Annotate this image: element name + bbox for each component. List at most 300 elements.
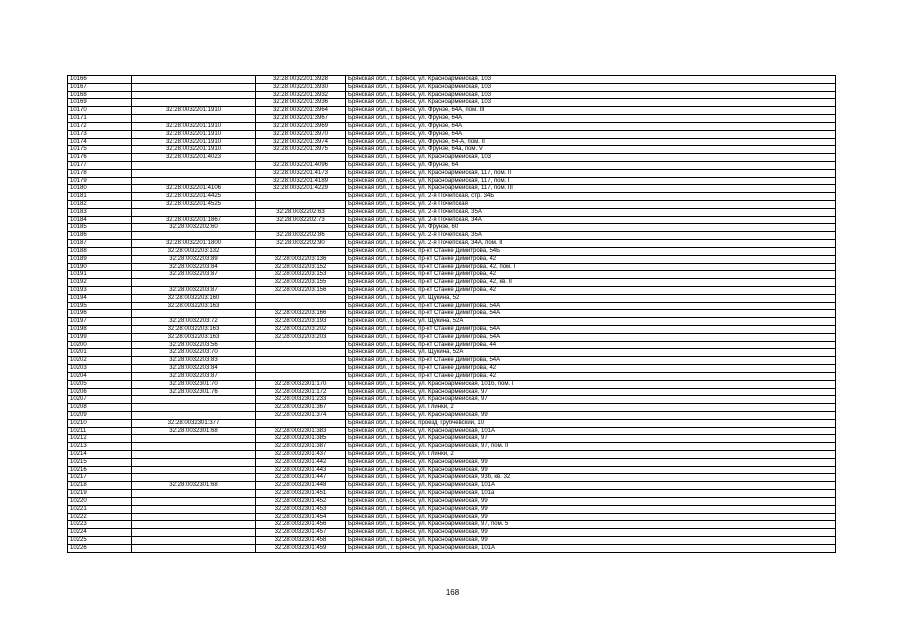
table-row [68, 255, 836, 263]
address-cell: Брянская обл., г. Брянск, ул. 2-я Почепская, 34А, пом. II [346, 240, 836, 248]
parcel-number-cell: 32:28:0032203:163 [132, 326, 256, 334]
parcel-number-cell [132, 451, 256, 459]
row-number-cell: 10191 [68, 271, 132, 279]
object-number-cell: 32:28:0032203:153 [256, 271, 346, 279]
parcel-number-cell: 32:28:0032203:87 [132, 286, 256, 294]
parcel-number-cell [132, 177, 256, 185]
table-row [68, 224, 836, 232]
row-number-cell: 10195 [68, 302, 132, 310]
row-number-cell: 10226 [68, 544, 132, 552]
address-cell: Брянская обл., г. Брянск, пр-кт Станке Димитрова, 42 [346, 271, 836, 279]
object-number-cell: 32:28:0032201:3928 [256, 76, 346, 84]
row-number-cell: 10209 [68, 411, 132, 419]
row-number-cell: 10218 [68, 482, 132, 490]
address-cell: Брянская обл., г. Брянск, пр-кт Станке Димитрова, 42 [346, 372, 836, 380]
table-row [68, 294, 836, 302]
object-number-cell: 32:28:0032301:385 [256, 435, 346, 443]
table-row [68, 107, 836, 115]
object-number-cell: 32:28:0032201:4173 [256, 169, 346, 177]
address-cell: Брянская обл., г. Брянск, ул. Красноармейская, 101А [346, 482, 836, 490]
address-cell: Брянская обл., г. Брянск, ул. Красноармейская, 101а [346, 490, 836, 498]
address-cell: Брянская обл., г. Брянск, ул. 2-я Почепская, стр. 34Б [346, 193, 836, 201]
table-row [68, 341, 836, 349]
object-number-cell: 32:28:0032203:202 [256, 326, 346, 334]
object-number-cell: 32:28:0032201:4189 [256, 177, 346, 185]
object-number-cell: 32:28:0032301:387 [256, 443, 346, 451]
row-number-cell: 10211 [68, 427, 132, 435]
address-cell: Брянская обл., г. Брянск, ул. Красноармейская, 101А [346, 544, 836, 552]
parcel-number-cell [132, 466, 256, 474]
object-number-cell [256, 372, 346, 380]
address-cell: Брянская обл., г. Брянск, ул. Фрунзе, 64 [346, 161, 836, 169]
table-row [68, 232, 836, 240]
address-cell: Брянская обл., г. Брянск, ул. Красноармейская, 97 [346, 435, 836, 443]
table-row [68, 388, 836, 396]
parcel-number-cell: 32:28:0032201:1910 [132, 122, 256, 130]
table-row [68, 201, 836, 209]
parcel-number-cell: 32:28:0032202:60 [132, 224, 256, 232]
row-number-cell: 10220 [68, 497, 132, 505]
row-number-cell: 10175 [68, 146, 132, 154]
parcel-number-cell [132, 161, 256, 169]
object-number-cell: 32:28:0032301:443 [256, 466, 346, 474]
address-cell: Брянская обл., г. Брянск, ул. Красноармейская, 99 [346, 513, 836, 521]
parcel-number-cell [132, 536, 256, 544]
object-number-cell: 32:28:0032203:152 [256, 263, 346, 271]
row-number-cell: 10171 [68, 115, 132, 123]
table-row [68, 208, 836, 216]
object-number-cell: 32:28:0032301:437 [256, 451, 346, 459]
row-number-cell: 10178 [68, 169, 132, 177]
table-row [68, 419, 836, 427]
table-row [68, 271, 836, 279]
table-row [68, 529, 836, 537]
row-number-cell: 10172 [68, 122, 132, 130]
object-number-cell: 32:28:0032201:3975 [256, 146, 346, 154]
parcel-number-cell [132, 83, 256, 91]
object-number-cell: 32:28:0032301:383 [256, 427, 346, 435]
table-row [68, 326, 836, 334]
parcel-number-cell [132, 404, 256, 412]
row-number-cell: 10206 [68, 388, 132, 396]
address-cell: Брянская обл., г. Брянск, ул. Красноармейская, 99 [346, 411, 836, 419]
object-number-cell [256, 154, 346, 162]
object-number-cell [256, 294, 346, 302]
table-row [68, 466, 836, 474]
row-number-cell: 10210 [68, 419, 132, 427]
address-cell: Брянская обл., г. Брянск, ул. Красноармейская, 103 [346, 99, 836, 107]
table-row [68, 318, 836, 326]
address-cell: Брянская обл., г. Брянск, ул. Красноармейская, 103 [346, 83, 836, 91]
parcel-number-cell [132, 474, 256, 482]
table-row [68, 544, 836, 552]
table-row [68, 458, 836, 466]
address-cell: Брянская обл., г. Брянск, ул. Красноармейская, 97, пом. 5 [346, 521, 836, 529]
parcel-number-cell [132, 521, 256, 529]
row-number-cell: 10201 [68, 349, 132, 357]
object-number-cell [256, 224, 346, 232]
row-number-cell: 10183 [68, 208, 132, 216]
object-number-cell: 32:28:0032301:367 [256, 404, 346, 412]
table-row [68, 497, 836, 505]
row-number-cell: 10216 [68, 466, 132, 474]
row-number-cell: 10182 [68, 201, 132, 209]
address-cell: Брянская обл., г. Брянск, пр-кт Станке Димитрова, 42 [346, 255, 836, 263]
parcel-number-cell [132, 91, 256, 99]
object-number-cell: 32:28:0032301:172 [256, 388, 346, 396]
table-row [68, 138, 836, 146]
row-number-cell: 10167 [68, 83, 132, 91]
parcel-number-cell [132, 99, 256, 107]
row-number-cell: 10181 [68, 193, 132, 201]
object-number-cell: 32:28:0032202:86 [256, 232, 346, 240]
address-cell: Брянская обл., г. Брянск, пр-кт Станке Димитрова, 54А [346, 333, 836, 341]
object-number-cell [256, 247, 346, 255]
table-row [68, 482, 836, 490]
address-cell: Брянская обл., г. Брянск, ул. Красноармейская, 97 [346, 396, 836, 404]
parcel-number-cell: 32:28:0032201:1910 [132, 130, 256, 138]
table-row [68, 169, 836, 177]
address-cell: Брянская обл., г. Брянск, ул. Красноармейская, 117, пом. II [346, 169, 836, 177]
table-row [68, 263, 836, 271]
table-row [68, 357, 836, 365]
address-cell: Брянская обл., г. Брянск, ул. Щукина, 52 [346, 294, 836, 302]
row-number-cell: 10203 [68, 365, 132, 373]
address-cell: Брянская обл., г. Брянск, пр-кт Станке Димитрова, 54А [346, 326, 836, 334]
object-number-cell: 32:28:0032301:374 [256, 411, 346, 419]
object-number-cell: 32:28:0032202:90 [256, 240, 346, 248]
object-number-cell: 32:28:0032202:73 [256, 216, 346, 224]
row-number-cell: 10199 [68, 333, 132, 341]
address-cell: Брянская обл., г. Брянск, ул. Фрунзе, 60 [346, 224, 836, 232]
row-number-cell: 10202 [68, 357, 132, 365]
address-cell: Брянская обл., г. Брянск, ул. Красноармейская, 103 [346, 76, 836, 84]
address-cell: Брянская обл., г. Брянск, ул. Красноармейская, 93б, кв. 32 [346, 474, 836, 482]
row-number-cell: 10192 [68, 279, 132, 287]
address-cell: Брянская обл., г. Брянск, ул. Щукина, 52А [346, 318, 836, 326]
page-number: 168 [445, 588, 460, 597]
row-number-cell: 10212 [68, 435, 132, 443]
address-cell: Брянская обл., г. Брянск, ул. Глинки, 2 [346, 404, 836, 412]
row-number-cell: 10168 [68, 91, 132, 99]
table-row [68, 99, 836, 107]
table-row [68, 521, 836, 529]
address-cell: Брянская обл., г. Брянск, пр-кт Станке Димитрова, 42, кв. II [346, 279, 836, 287]
table-row [68, 396, 836, 404]
address-cell: Брянская обл., г. Брянск, ул. Щукина, 52А [346, 349, 836, 357]
row-number-cell: 10180 [68, 185, 132, 193]
parcel-number-cell [132, 497, 256, 505]
object-number-cell: 32:28:0032301:458 [256, 536, 346, 544]
row-number-cell: 10213 [68, 443, 132, 451]
object-number-cell: 32:28:0032201:4096 [256, 161, 346, 169]
row-number-cell: 10222 [68, 513, 132, 521]
row-number-cell: 10200 [68, 341, 132, 349]
parcel-number-cell: 32:28:0032203:72 [132, 318, 256, 326]
row-number-cell: 10217 [68, 474, 132, 482]
object-number-cell: 32:28:0032201:3970 [256, 130, 346, 138]
row-number-cell: 10189 [68, 255, 132, 263]
parcel-number-cell: 32:28:0032203:163 [132, 302, 256, 310]
object-number-cell: 32:28:0032203:136 [256, 255, 346, 263]
row-number-cell: 10190 [68, 263, 132, 271]
address-cell: Брянская обл., г. Брянск, ул. 2-я Почепская, 35А [346, 232, 836, 240]
object-number-cell [256, 365, 346, 373]
address-cell: Брянская обл., г. Брянск, ул. Красноармейская, 99 [346, 458, 836, 466]
row-number-cell: 10225 [68, 536, 132, 544]
object-number-cell: 32:28:0032201:3964 [256, 107, 346, 115]
table-row [68, 435, 836, 443]
parcel-number-cell [132, 544, 256, 552]
object-number-cell: 32:28:0032202:63 [256, 208, 346, 216]
parcel-number-cell: 32:28:0032203:132 [132, 247, 256, 255]
row-number-cell: 10223 [68, 521, 132, 529]
address-cell: Брянская обл., г. Брянск, ул. Фрунзе, 64А [346, 115, 836, 123]
parcel-number-cell: 32:28:0032203:87 [132, 372, 256, 380]
table-row [68, 333, 836, 341]
table-row [68, 193, 836, 201]
object-number-cell [256, 193, 346, 201]
parcel-number-cell: 32:28:0032201:1910 [132, 107, 256, 115]
address-cell: Брянская обл., г. Брянск, проезд Трубчевский, 10 [346, 419, 836, 427]
address-cell: Брянская обл., г. Брянск, ул. Красноармейская, 101А [346, 427, 836, 435]
object-number-cell: 32:28:0032203:203 [256, 333, 346, 341]
address-cell: Брянская обл., г. Брянск, ул. Красноармейская, 99 [346, 536, 836, 544]
address-cell: Брянская обл., г. Брянск, ул. Красноармейская, 97, пом. II [346, 443, 836, 451]
address-cell: Брянская обл., г. Брянск, ул. 2-я Почепская [346, 201, 836, 209]
parcel-number-cell [132, 310, 256, 318]
object-number-cell [256, 349, 346, 357]
parcel-number-cell [132, 76, 256, 84]
parcel-number-cell: 32:28:0032203:87 [132, 271, 256, 279]
row-number-cell: 10177 [68, 161, 132, 169]
address-cell: Брянская обл., г. Брянск, ул. Фрунзе, 64А [346, 122, 836, 130]
row-number-cell: 10214 [68, 451, 132, 459]
parcel-number-cell: 32:28:0032203:163 [132, 333, 256, 341]
address-cell: Брянская обл., г. Брянск, ул. Красноармейская, 99 [346, 529, 836, 537]
table-row [68, 404, 836, 412]
parcel-number-cell: 32:28:0032201:4023 [132, 154, 256, 162]
parcel-number-cell [132, 490, 256, 498]
table-row [68, 185, 836, 193]
row-number-cell: 10185 [68, 224, 132, 232]
address-cell: Брянская обл., г. Брянск, пр-кт Станке Димитрова, 42 [346, 365, 836, 373]
object-number-cell [256, 302, 346, 310]
object-number-cell: 32:28:0032301:233 [256, 396, 346, 404]
parcel-number-cell [132, 411, 256, 419]
row-number-cell: 10215 [68, 458, 132, 466]
parcel-number-cell: 32:28:0032203:70 [132, 349, 256, 357]
parcel-number-cell: 32:28:0032301:70 [132, 380, 256, 388]
parcel-number-cell: 32:28:0032203:160 [132, 294, 256, 302]
object-number-cell: 32:28:0032301:447 [256, 474, 346, 482]
row-number-cell: 10184 [68, 216, 132, 224]
table-row [68, 427, 836, 435]
object-number-cell: 32:28:0032203:156 [256, 286, 346, 294]
object-number-cell [256, 357, 346, 365]
row-number-cell: 10194 [68, 294, 132, 302]
row-number-cell: 10207 [68, 396, 132, 404]
address-cell: Брянская обл., г. Брянск, ул. Красноармейская, 99 [346, 466, 836, 474]
row-number-cell: 10188 [68, 247, 132, 255]
object-number-cell: 32:28:0032201:3974 [256, 138, 346, 146]
object-number-cell: 32:28:0032301:170 [256, 380, 346, 388]
address-cell: Брянская обл., г. Брянск, ул. Фрунзе, 64А [346, 130, 836, 138]
table-body [68, 76, 836, 553]
address-cell: Брянская обл., г. Брянск, пр-кт Станке Димитрова, 44 [346, 341, 836, 349]
parcel-number-cell: 32:28:0032201:4525 [132, 201, 256, 209]
parcel-number-cell: 32:28:0032201:4425 [132, 193, 256, 201]
parcel-number-cell [132, 169, 256, 177]
parcel-number-cell: 32:28:0032203:56 [132, 341, 256, 349]
parcel-number-cell: 32:28:0032203:83 [132, 357, 256, 365]
address-cell: Брянская обл., г. Брянск, пр-кт Станке Димитрова, 54А [346, 302, 836, 310]
parcel-number-cell: 32:28:0032301:377 [132, 419, 256, 427]
row-number-cell: 10179 [68, 177, 132, 185]
row-number-cell: 10219 [68, 490, 132, 498]
object-number-cell: 32:28:0032301:457 [256, 529, 346, 537]
row-number-cell: 10187 [68, 240, 132, 248]
table-row [68, 154, 836, 162]
table-row [68, 177, 836, 185]
row-number-cell: 10173 [68, 130, 132, 138]
parcel-number-cell: 32:28:0032201:1910 [132, 146, 256, 154]
object-number-cell: 32:28:0032301:448 [256, 482, 346, 490]
parcel-number-cell: 32:28:0032203:84 [132, 263, 256, 271]
object-number-cell: 32:28:0032203:166 [256, 310, 346, 318]
parcel-number-cell [132, 513, 256, 521]
row-number-cell: 10174 [68, 138, 132, 146]
row-number-cell: 10166 [68, 76, 132, 84]
address-cell: Брянская обл., г. Брянск, ул. Глинки, 2 [346, 451, 836, 459]
parcel-number-cell: 32:28:0032301:68 [132, 427, 256, 435]
table-row [68, 365, 836, 373]
row-number-cell: 10176 [68, 154, 132, 162]
row-number-cell: 10197 [68, 318, 132, 326]
parcel-number-cell [132, 435, 256, 443]
address-cell: Брянская обл., г. Брянск, ул. Красноармейская, 117, пом. I [346, 177, 836, 185]
table-row [68, 443, 836, 451]
parcel-number-cell [132, 505, 256, 513]
address-cell: Брянская обл., г. Брянск, ул. Красноармейская, 99 [346, 497, 836, 505]
parcel-number-cell: 32:28:0032203:89 [132, 255, 256, 263]
row-number-cell: 10204 [68, 372, 132, 380]
row-number-cell: 10170 [68, 107, 132, 115]
table-row [68, 247, 836, 255]
address-cell: Брянская обл., г. Брянск, ул. Красноармейская, 101б, пом. I [346, 380, 836, 388]
address-cell: Брянская обл., г. Брянск, ул. Красноармейская, 99 [346, 505, 836, 513]
parcel-number-cell: 32:28:0032301:76 [132, 388, 256, 396]
address-cell: Брянская обл., г. Брянск, ул. Фрунзе, 64а, пом. V [346, 146, 836, 154]
object-number-cell: 32:28:0032201:3936 [256, 99, 346, 107]
parcel-number-cell [132, 458, 256, 466]
table-row [68, 279, 836, 287]
object-number-cell: 32:28:0032201:3932 [256, 91, 346, 99]
table-row [68, 130, 836, 138]
object-number-cell [256, 201, 346, 209]
table-row [68, 513, 836, 521]
address-cell: Брянская обл., г. Брянск, ул. 2-я Почепская, 34А [346, 216, 836, 224]
parcel-number-cell [132, 396, 256, 404]
object-number-cell: 32:28:0032201:3967 [256, 115, 346, 123]
parcel-number-cell [132, 208, 256, 216]
table-row [68, 505, 836, 513]
table-row [68, 451, 836, 459]
row-number-cell: 10205 [68, 380, 132, 388]
object-number-cell: 32:28:0032301:451 [256, 490, 346, 498]
table-row [68, 286, 836, 294]
parcel-number-cell: 32:28:0032201:1800 [132, 240, 256, 248]
table-row [68, 302, 836, 310]
parcel-number-cell: 32:28:0032201:1910 [132, 138, 256, 146]
table-row [68, 122, 836, 130]
object-number-cell: 32:28:0032203:155 [256, 279, 346, 287]
table-row [68, 91, 836, 99]
row-number-cell: 10196 [68, 310, 132, 318]
row-number-cell: 10193 [68, 286, 132, 294]
object-number-cell: 32:28:0032301:454 [256, 513, 346, 521]
address-cell: Брянская обл., г. Брянск, пр-кт Станке Димитрова, 54А [346, 310, 836, 318]
parcel-number-cell: 32:28:0032203:84 [132, 365, 256, 373]
row-number-cell: 10224 [68, 529, 132, 537]
table-row [68, 115, 836, 123]
object-number-cell: 32:28:0032201:4229 [256, 185, 346, 193]
address-cell: Брянская обл., г. Брянск, пр-кт Станке Димитрова, 42, пом. I [346, 263, 836, 271]
address-cell: Брянская обл., г. Брянск, ул. Красноармейская, 97 [346, 388, 836, 396]
parcel-number-cell [132, 443, 256, 451]
table-row [68, 474, 836, 482]
table-row [68, 76, 836, 84]
object-number-cell [256, 419, 346, 427]
object-number-cell: 32:28:0032301:453 [256, 505, 346, 513]
table-row [68, 310, 836, 318]
address-cell: Брянская обл., г. Брянск, ул. Фрунзе, 64-А, пом. II [346, 138, 836, 146]
object-number-cell [256, 341, 346, 349]
parcel-number-cell [132, 529, 256, 537]
address-cell: Брянская обл., г. Брянск, ул. Красноармейская, 103 [346, 154, 836, 162]
parcel-number-cell: 32:28:0032201:1867 [132, 216, 256, 224]
parcel-number-cell [132, 279, 256, 287]
address-cell: Брянская обл., г. Брянск, ул. Красноармейская, 117, пом. III [346, 185, 836, 193]
table-row [68, 83, 836, 91]
table-row [68, 380, 836, 388]
table-row [68, 161, 836, 169]
object-number-cell: 32:28:0032203:193 [256, 318, 346, 326]
parcel-number-cell [132, 232, 256, 240]
table-row [68, 490, 836, 498]
row-number-cell: 10169 [68, 99, 132, 107]
address-cell: Брянская обл., г. Брянск, пр-кт Станке Димитрова, 54А [346, 357, 836, 365]
address-cell: Брянская обл., г. Брянск, ул. Фрунзе, 64А, пом. III [346, 107, 836, 115]
row-number-cell: 10208 [68, 404, 132, 412]
object-number-cell: 32:28:0032201:3969 [256, 122, 346, 130]
object-number-cell: 32:28:0032301:456 [256, 521, 346, 529]
address-cell: Брянская обл., г. Брянск, ул. Красноармейская, 103 [346, 91, 836, 99]
table-row [68, 411, 836, 419]
object-number-cell: 32:28:0032301:459 [256, 544, 346, 552]
address-cell: Брянская обл., г. Брянск, пр-кт Станке Димитрова, 42 [346, 286, 836, 294]
address-cell: Брянская обл., г. Брянск, пр-кт Станке Димитрова, 54Б [346, 247, 836, 255]
row-number-cell: 10221 [68, 505, 132, 513]
table-row [68, 536, 836, 544]
table-row [68, 349, 836, 357]
row-number-cell: 10198 [68, 326, 132, 334]
address-cell: Брянская обл., г. Брянск, ул. 2-я Почепская, 35А [346, 208, 836, 216]
object-number-cell: 32:28:0032201:3930 [256, 83, 346, 91]
table-row [68, 240, 836, 248]
table-row [68, 146, 836, 154]
object-number-cell: 32:28:0032301:452 [256, 497, 346, 505]
